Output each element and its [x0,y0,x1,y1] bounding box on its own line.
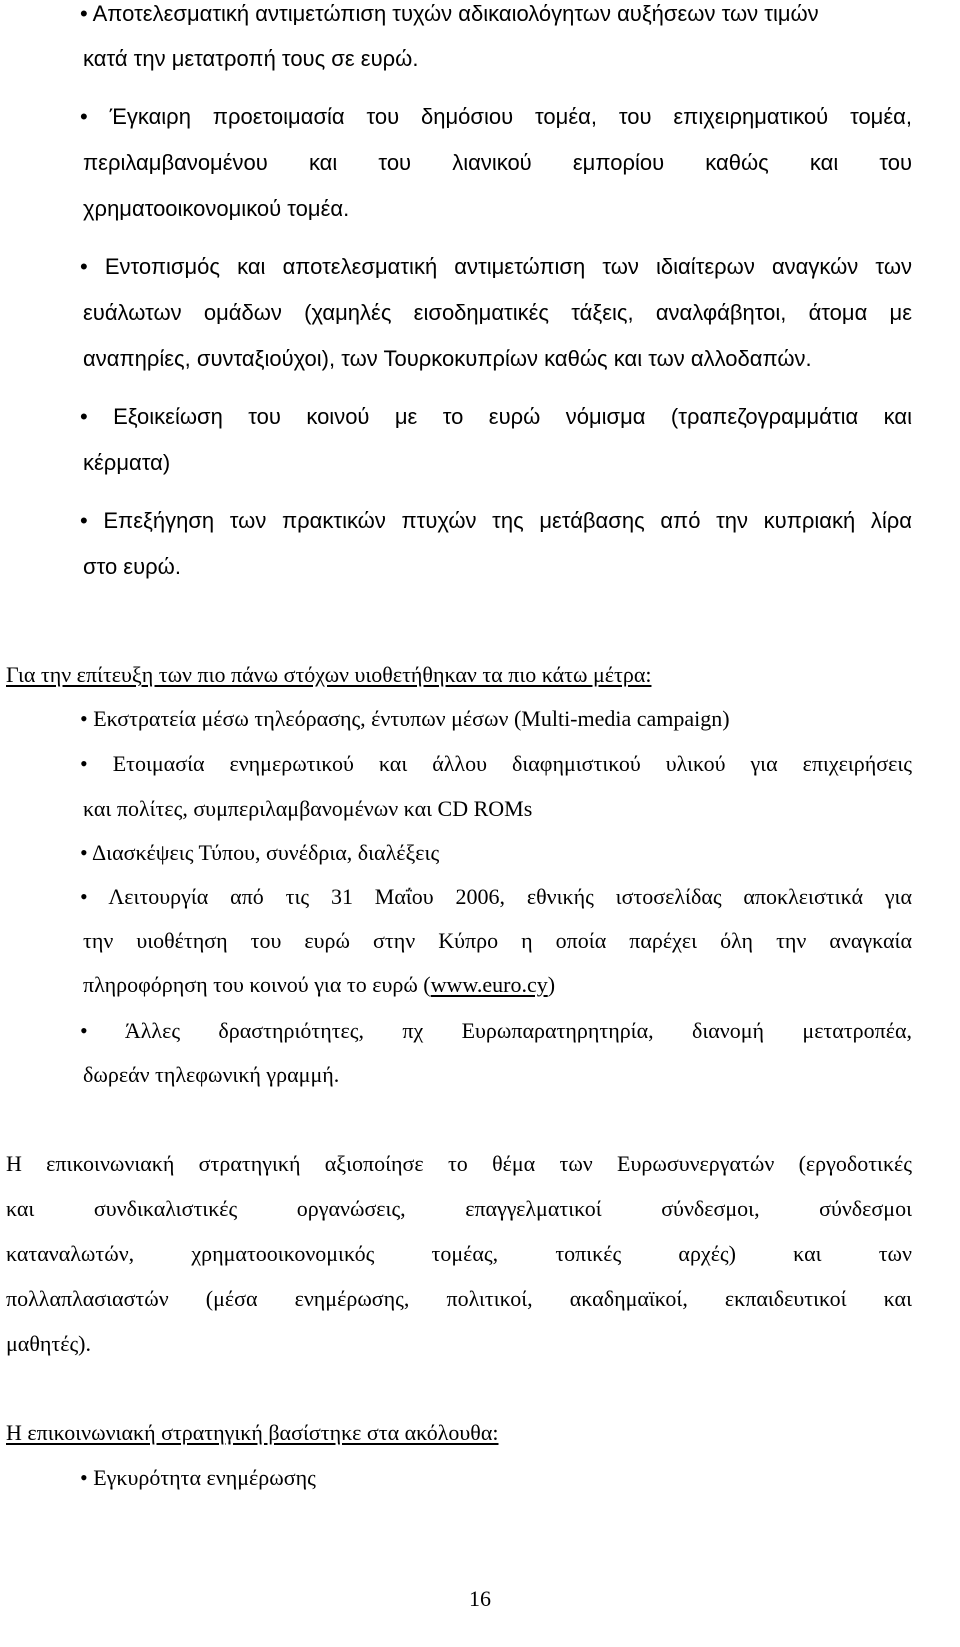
list-item-line: ευάλωτων ομάδων (χαμηλές εισοδηματικές τάξεις, αναλφάβητοι, άτομα με [83,300,912,325]
list-item-line: Εξοικείωση του κοινού με το ευρώ νόμισμα (τραπεζογραμμάτια και [113,404,912,429]
page-number: 16 [469,1586,491,1611]
list-item [80,244,912,290]
bullet: • [80,884,88,909]
bullet: • [80,254,88,279]
list-item-line: περιλαμβανομένου και του λιανικού εμπορίου καθώς και του [83,150,912,175]
list-item-line: Εγκυρότητα ενημέρωσης [93,1465,316,1490]
bullet: • [80,1465,88,1490]
website-link[interactable]: www.euro.cy [430,972,548,997]
list-item-line: Εκστρατεία μέσω τηλεόρασης, έντυπων μέσων (Multi-media campaign) [93,706,730,731]
section-heading: Για την επίτευξη των πιο πάνω στόχων υιοθετήθηκαν τα πιο κάτω μέτρα: [6,662,652,687]
list-item-line: Διασκέψεις Τύπου, συνέδρια, διαλέξεις [92,840,440,865]
list-item-line: και πολίτες, συμπεριλαμβανομένων και CD ROMs [83,796,533,821]
paragraph-line: πολλαπλασιαστών (μέσα ενημέρωσης, πολιτικοί, ακαδημαϊκοί, εκπαιδευτικοί και [6,1286,912,1311]
bullet: • [80,1,88,26]
bullet: • [80,1018,88,1043]
list-item-line: χρηματοοικονομικού τομέα. [83,196,350,221]
list-item-line: Άλλες δραστηριότητες, πχ Ευρωπαρατηρητηρία, διανομή μετατροπέα, [124,1018,912,1043]
list-item-line: την υιοθέτηση του ευρώ στην Κύπρο η οποία παρέχει όλη την αναγκαία [83,928,912,953]
list-item-line: κατά την μετατροπή τους σε ευρώ. [83,46,419,71]
bullet: • [80,751,88,776]
bullet: • [80,706,88,731]
list-item-line: Εντοπισμός και αποτελεσματική αντιμετώπιση των ιδιαίτερων αναγκών των [104,254,912,279]
paragraph-line: καταναλωτών, χρηματοοικονομικός τομέας, τοπικές αρχές) και των [6,1241,912,1266]
list-item-line: Λειτουργία από τις 31 Μαΐου 2006, εθνικής ιστοσελίδας αποκλειστικά για [108,884,912,909]
list-item [80,696,730,742]
list-item-line: στο ευρώ. [83,554,181,579]
list-item [80,394,912,440]
list-item [80,741,912,787]
bullet: • [80,404,88,429]
list-item-line: πληροφόρηση του κοινού για το ευρώ (www.euro.cy) [83,972,556,997]
list-item [80,1008,912,1054]
list-item-line: Αποτελεσματική αντιμετώπιση τυχών αδικαιολόγητων αυξήσεων των τιμών [92,1,819,26]
section-heading: Η επικοινωνιακή στρατηγική βασίστηκε στα ακόλουθα: [6,1420,499,1445]
bullet: • [80,104,88,129]
paragraph-line: και συνδικαλιστικές οργανώσεις, επαγγελματικοί σύνδεσμοι, σύνδεσμοι [6,1196,912,1221]
list-item-line: κέρματα) [83,450,171,475]
list-item-line: Ετοιμασία ενημερωτικού και άλλου διαφημιστικού υλικού για επιχειρήσεις [112,751,913,776]
paragraph-line: Η επικοινωνιακή στρατηγική αξιοποίησε το θέμα των Ευρωσυνεργατών (εργοδοτικές [6,1151,912,1176]
list-item [80,498,912,544]
list-item [80,830,439,876]
list-item [80,1455,316,1501]
list-item [80,94,912,140]
list-item [80,0,819,37]
bullet: • [80,508,88,533]
list-item-line: Έγκαιρη προετοιμασία του δημόσιου τομέα, του επιχειρηματικού τομέα, [109,104,912,129]
list-item-line: Επεξήγηση των πρακτικών πτυχών της μετάβασης από την κυπριακή λίρα [103,508,912,533]
list-item-line: δωρεάν τηλεφωνική γραμμή. [83,1062,340,1087]
list-item-line: αναπηρίες, συνταξιούχοι), των Τουρκοκυπρίων καθώς και των αλλοδαπών. [83,346,812,371]
paragraph-line: μαθητές). [6,1331,91,1356]
list-item [80,874,912,920]
bullet: • [80,840,88,865]
